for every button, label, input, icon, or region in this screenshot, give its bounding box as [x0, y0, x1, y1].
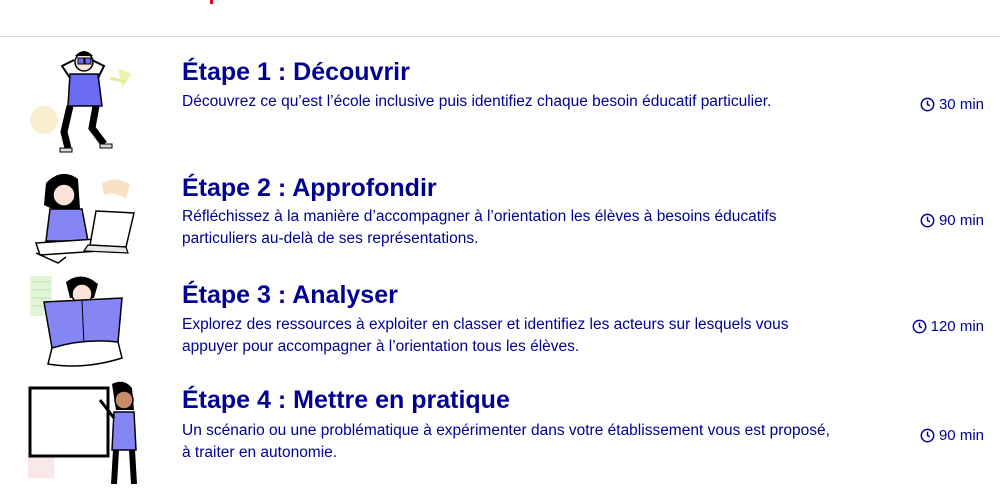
header-divider [0, 36, 1000, 37]
clock-icon [912, 319, 927, 334]
clock-icon [920, 428, 935, 443]
clock-icon [920, 97, 935, 112]
step-3-description: Explorez des ressources à exploiter en classer et identifiez les acteurs sur lesquels vous appuyer pour accompagner à l’orientation tous les élèves. [182, 316, 789, 355]
person-laptop-icon [22, 165, 147, 275]
step-4-description: Un scénario ou une problématique à expérimenter dans votre établissement vous est proposé, à traiter en autonomie. [182, 422, 830, 461]
step-4-duration-label: 90 min [938, 427, 984, 444]
person-looking-binoculars-icon [22, 48, 147, 158]
step-4-duration [920, 427, 984, 444]
step-3-duration [912, 318, 984, 335]
step-2-duration-label: 90 min [938, 212, 984, 229]
step-1-duration [920, 96, 984, 113]
step-2-description: Réfléchissez à la manière d’accompagner à l’orientation les élèves à besoins éducatifs particuliers au-delà de ses représentations. [182, 208, 777, 247]
person-presenting-board-icon [22, 380, 147, 490]
step-2-title: Étape 2 : Approfondir [182, 174, 437, 202]
step-3-duration-label: 120 min [930, 318, 984, 335]
person-reading-map-icon [22, 272, 147, 382]
step-1-description: Découvrez ce qu’est l’école inclusive puis identifiez chaque besoin éducatif particulier. [182, 93, 772, 110]
step-2-duration [920, 212, 984, 229]
clock-icon [920, 213, 935, 228]
top-accent-mark [210, 0, 213, 4]
step-4-title: Étape 4 : Mettre en pratique [182, 386, 510, 414]
step-1-duration-label: 30 min [938, 96, 984, 113]
step-3-title: Étape 3 : Analyser [182, 281, 398, 309]
step-1-title: Étape 1 : Découvrir [182, 58, 410, 86]
